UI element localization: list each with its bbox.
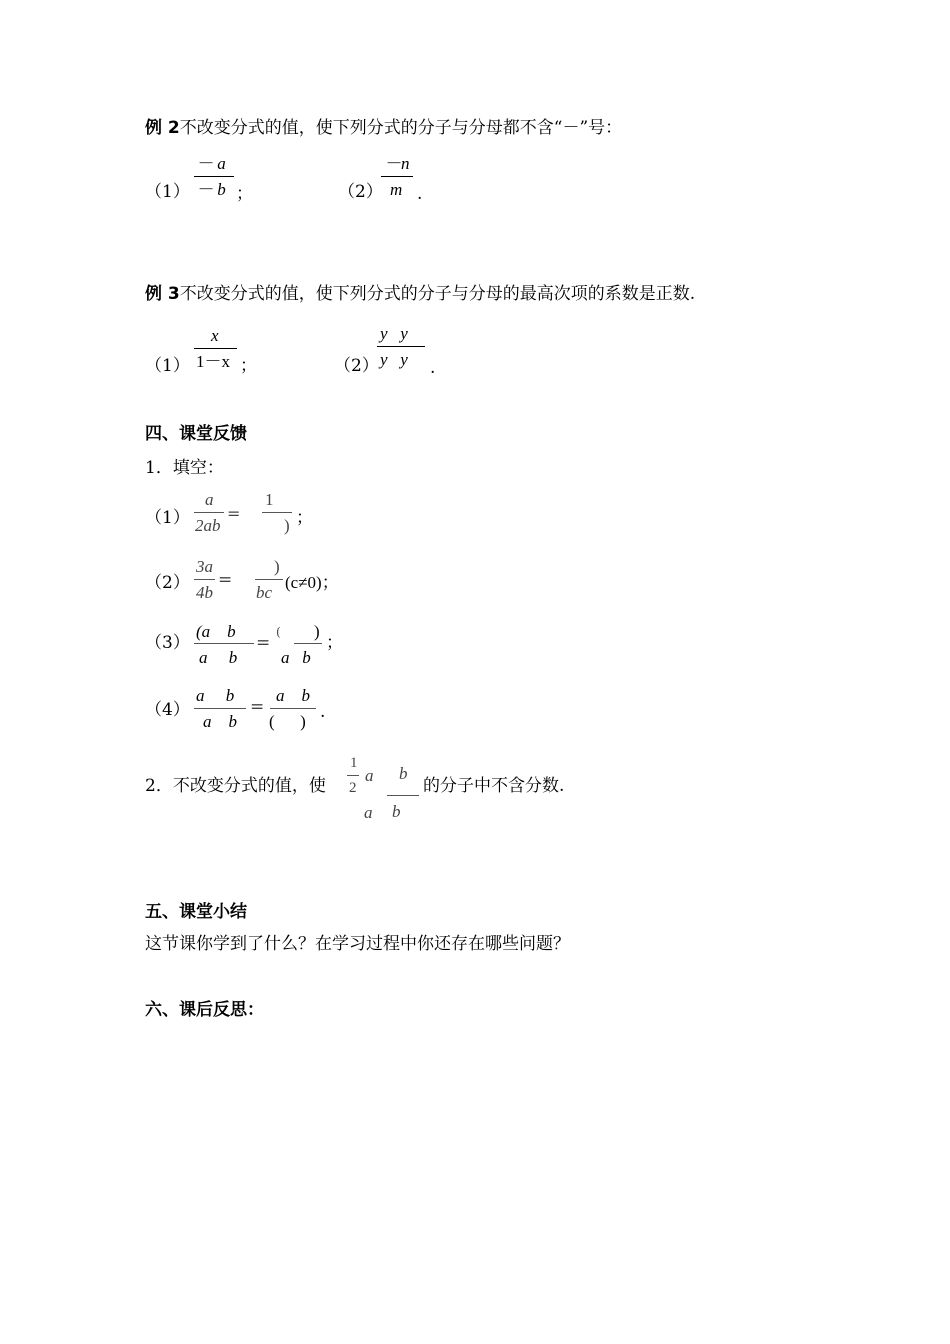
fraction-bar (194, 579, 215, 580)
fill4-equals: = (250, 697, 265, 717)
q2-half-numerator: 1 (350, 755, 358, 771)
fill3-denominator-right: a b (281, 648, 311, 667)
fraction-bar (194, 176, 234, 177)
fill1-end: ； (296, 508, 313, 528)
section5-text: 这节课你学到了什么？在学习过程中你还存在哪些问题？ (145, 934, 570, 954)
q2-denominator-a: a (364, 803, 373, 822)
example2-item1-denominator: － b (196, 180, 226, 199)
answer-blank-bar (294, 643, 322, 644)
fill4-end: . (320, 702, 326, 722)
fill1-equals: = (227, 504, 241, 523)
fill1-denominator-right: ) (284, 516, 290, 535)
example2-item1-index: （1） (145, 182, 190, 202)
fill3-denominator-left: a b (199, 648, 238, 667)
q2-numerator-a: a (365, 766, 374, 785)
fill2-index: （2） (145, 573, 190, 593)
q2-denominator-b: b (392, 802, 401, 821)
example2-label: 例 2 (145, 118, 180, 138)
fraction-bar (387, 795, 419, 796)
example3-item2-end: . (430, 358, 436, 378)
example2-item2-end: . (417, 184, 423, 204)
example2-text: 不改变分式的值，使下列分式的分子与分母都不含“－”号： (179, 118, 623, 138)
fill1-denominator-left: 2ab (195, 516, 221, 535)
example3-label: 例 3 (145, 284, 180, 304)
fill3-end: ； (326, 633, 343, 653)
q2-prefix: 2．不改变分式的值，使 (145, 776, 326, 796)
example3-item1-denominator: 1－x (196, 352, 230, 371)
example3-item1-index: （1） (145, 356, 190, 376)
fraction-bar (347, 775, 359, 776)
fill4-index: （4） (145, 700, 190, 720)
fill3-equals: = (256, 633, 271, 653)
example2-line (145, 118, 622, 138)
fraction-bar (194, 708, 246, 709)
answer-blank-bar (262, 512, 292, 513)
fraction-bar (194, 643, 254, 644)
example3-item2-numerator: y y (380, 324, 408, 343)
section4-question1: 1．填空： (145, 458, 224, 478)
fill2-denominator-left: 4b (196, 583, 213, 602)
fraction-bar (381, 176, 413, 177)
example3-item2-index: （2） (334, 356, 379, 376)
fill3-fragment: ( (276, 625, 281, 639)
fill3-numerator-left: (a b (196, 622, 236, 641)
fraction-bar (194, 348, 237, 349)
fill2-numerator-right: ) (274, 557, 280, 576)
section6-heading: 六、课后反思： (145, 1000, 264, 1020)
example2-item1-numerator: － a (196, 154, 226, 173)
fill4-numerator-left: a b (196, 686, 235, 705)
example2-item1-end: ； (236, 184, 253, 204)
q2-numerator-b: b (399, 764, 408, 783)
fraction-bar (194, 512, 224, 513)
fill1-index: （1） (145, 508, 190, 528)
fill4-denominator-left: a b (203, 712, 237, 731)
example2-item2-index: （2） (338, 182, 383, 202)
example3-line (145, 284, 695, 304)
fill3-index: （3） (145, 633, 190, 653)
q2-suffix: 的分子中不含分数. (423, 776, 565, 796)
q2-half-denominator: 2 (349, 780, 357, 796)
fill1-numerator-right: 1 (265, 490, 274, 509)
example3-text: 不改变分式的值，使下列分式的分子与分母的最高次项的系数是正数. (179, 284, 696, 304)
fill3-numerator-right: ) (314, 622, 320, 641)
fill2-numerator-left: 3a (196, 557, 213, 576)
example3-item1-end: ； (240, 356, 257, 376)
fraction-bar (377, 346, 425, 347)
fill1-numerator-left: a (205, 490, 214, 509)
section4-heading: 四、课堂反馈 (145, 424, 247, 444)
fill4-denominator-right: ( ) (269, 712, 306, 731)
example3-item2-denominator: y y (380, 350, 408, 369)
example2-item2-numerator: －n (384, 154, 410, 173)
section5-heading: 五、课堂小结 (145, 902, 247, 922)
fill2-condition: (c≠0)； (285, 573, 339, 592)
fill2-denominator-right: bc (256, 583, 273, 602)
example2-item2-denominator: m (390, 180, 403, 199)
fill4-numerator-right: a b (276, 686, 310, 705)
answer-blank-bar (270, 708, 316, 709)
example3-item1-numerator: x (211, 326, 219, 345)
answer-blank-bar (255, 579, 283, 580)
fill2-equals: = (218, 570, 233, 590)
